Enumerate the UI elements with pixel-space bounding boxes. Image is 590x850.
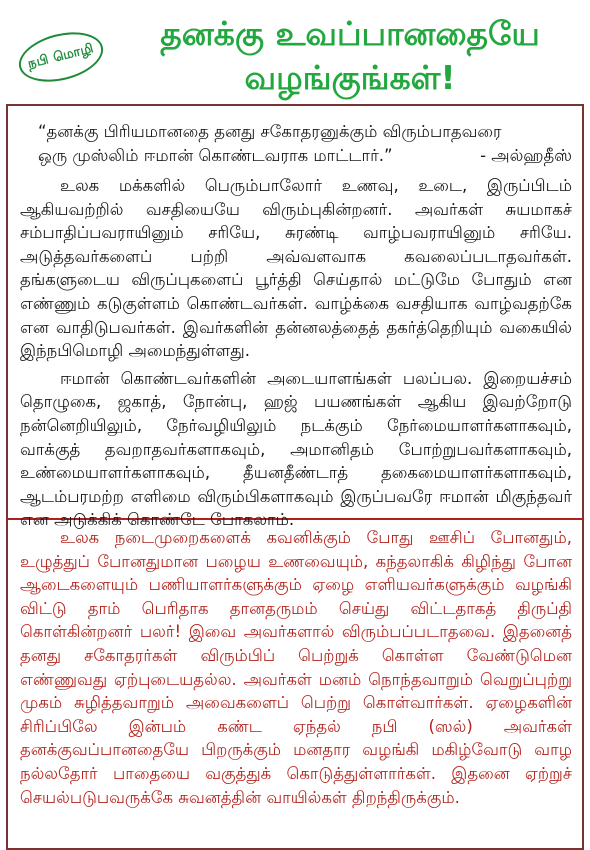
page-title bbox=[122, 12, 578, 100]
quote-line-2-text: ஒரு முஸ்லிம் ஈமான் கொண்டவராக மாட்டார்.” bbox=[38, 146, 393, 165]
paragraph-1: உலக மக்களில் பெரும்பாலோர் உணவு, உடை, இருப்பிடம் ஆகியவற்றில் வசதியையே விரும்புகின்றனர். அவர்கள் சுயமாகச் சம்பாதிப்பவராயினும் சரியே, சுரண்டி வாழ்பவராயினும் சரியே. அடுத்தவர்களைப் பற்றி அவ்வளவாக கவலைப்படாதவர்கள். தங்களுடைய விருப்புகளைப் பூர்த்தி செய்தால் மட்டுமே போதும் என எண்ணும் கடுகுள்ளம் கொண்டவர்கள். வாழ்க்கை வசதியாக வாழ்வதற்கே என வாதிடுபவர்கள். இவர்களின் தன்னலத்தைத் தகர்த்தெறியும் வகையில் இந்நபிமொழி அமைந்துள்ளது. bbox=[20, 176, 572, 361]
nabi-mozhi-badge bbox=[14, 24, 109, 89]
hadith-section bbox=[6, 104, 584, 530]
quote-line-2 bbox=[38, 144, 572, 168]
title-line-1: தனக்கு உவப்பானதையே bbox=[160, 14, 540, 53]
commentary-section bbox=[6, 518, 584, 850]
quote-source: - அல்ஹதீஸ் bbox=[480, 146, 572, 165]
hadith-quote bbox=[20, 120, 572, 168]
quote-line-1: “தனக்கு பிரியமானதை தனது சகோதரனுக்கும் விரும்பாதவரை bbox=[38, 122, 502, 141]
badge-label: நபி மொழி bbox=[26, 41, 96, 72]
paragraph-3: உலக நடைமுறைகளைக் கவனிக்கும் போது ஊசிப் போனதும், உழுத்துப் போனதுமான பழைய உணவையும், கந்தலாகிக் கிழிந்து போன ஆடைகளையும் பணியாளர்களுக்கும் ஏழை எளியவர்களுக்கும் வழங்கி விட்டு தாம் பெரிதாக தானதருமம் செய்து விட்டதாகத் திருப்தி கொள்கின்றனர் பலர்! இவை அவர்களால் விரும்பப்படாதவை. இதனைத் தனது சகோதரர்கள் விரும்பிப் பெற்றுக் கொள்ள வேண்டுமென எண்ணுவது ஏற்புடையதல்ல. அவர்கள் மனம் நொந்தவாறும் வெறுப்புற்று முகம் சுழித்தவாறும் அவைகளைப் பெற்று கொள்வார்கள். ஏழைகளின் சிரிப்பிலே இன்பம் கண்ட ஏந்தல் நபி (ஸல்) அவர்கள் தனக்குவப்பானதையே பிறருக்கும் மனதார வழங்கி மகிழ்வோடு வாழ நல்லதோர் பாதையை வகுத்துக் கொடுத்துள்ளார்கள். இதனை ஏற்றுச் செயல்படுபவருக்கே சுவனத்தின் வாயில்கள் திறந்திருக்கும். bbox=[20, 528, 572, 807]
paragraph-2: ஈமான் கொண்டவர்களின் அடையாளங்கள் பலப்பல. இறையச்சம் தொழுகை, ஜகாத், நோன்பு, ஹஜ் பயணங்கள் ஆகிய இவற்றோடு நன்னெறியிலும், நேர்வழியிலும் நடக்கும் நேர்மையாளர்களாகவும், வாக்குத் தவறாதவர்களாகவும், அமானிதம் போற்றுபவர்களாகவும், உண்மையாளர்களாகவும், தீயனதீண்டாத் தகைமையாளர்களாகவும், ஆடம்பரமற்ற எளிமை விரும்பிகளாகவும் இருப்பவரே ஈமான் மிகுந்தவர் என அடுக்கிக் கொண்டே போகலாம். bbox=[20, 368, 572, 530]
title-line-2: வழங்குங்கள்! bbox=[244, 58, 456, 97]
header bbox=[4, 4, 584, 104]
